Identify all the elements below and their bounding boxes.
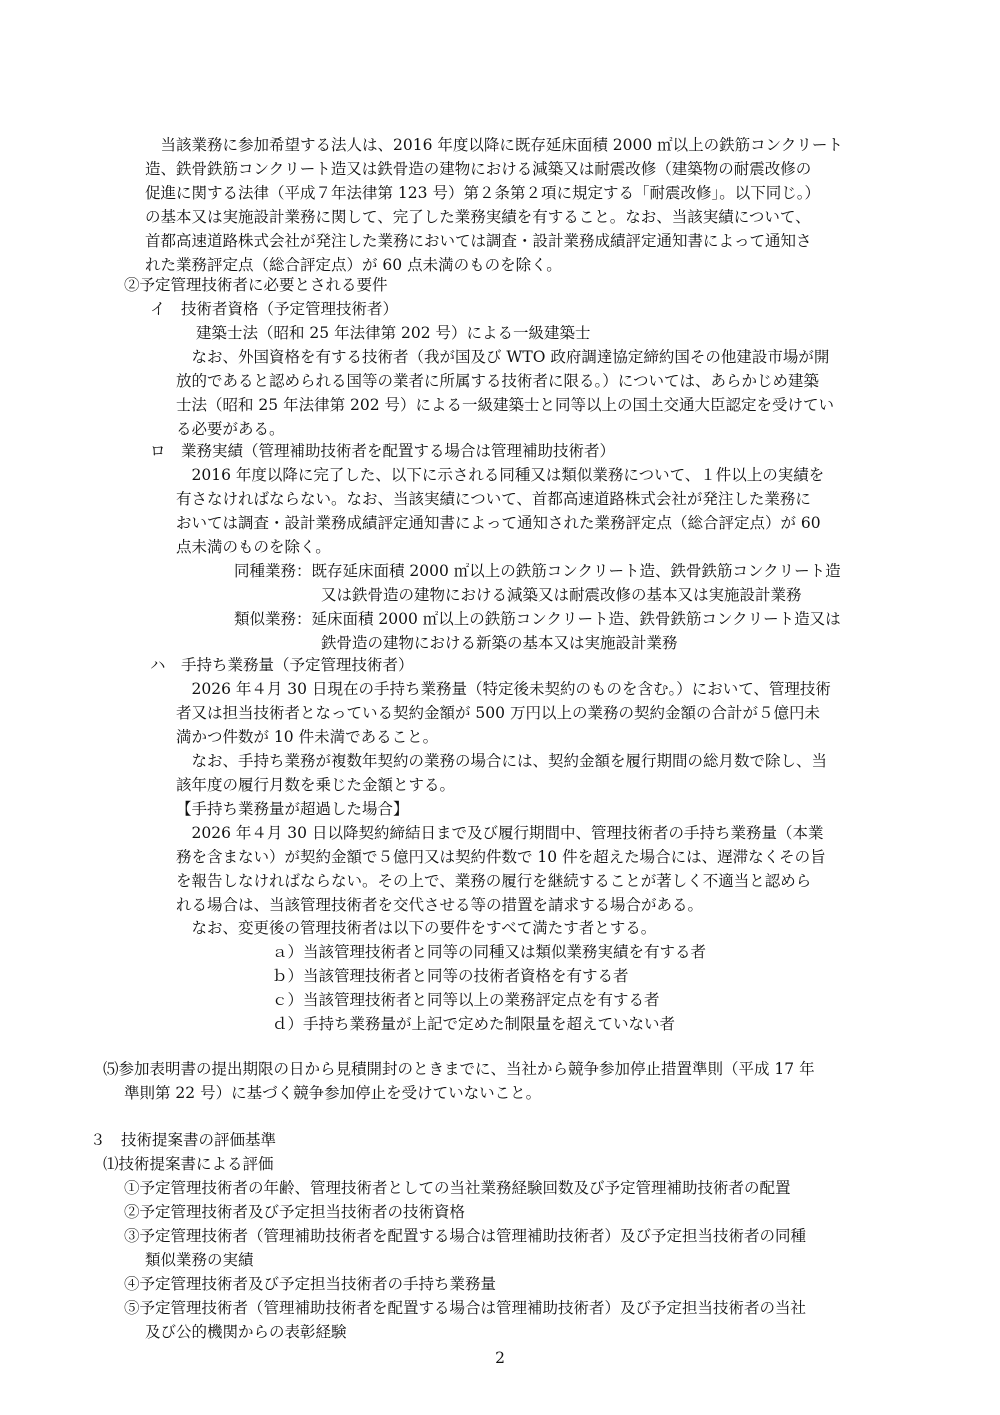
list-item: ④予定管理技術者及び予定担当技術者の手持ち業務量 bbox=[124, 1275, 497, 1293]
list-item: ⑤予定管理技術者（管理補助技術者を配置する場合は管理補助技術者）及び予定担当技術者の当社 bbox=[124, 1299, 807, 1317]
definition-line: 鉄骨造の建物における新築の基本又は実施設計業務 bbox=[321, 634, 678, 652]
body-line: 建築士法（昭和 25 年法律第 202 号）による一級建築士 bbox=[196, 324, 591, 342]
body-line: る必要がある。 bbox=[176, 420, 285, 438]
list-item: ｃ）当該管理技術者と同等以上の業務評定点を有する者 bbox=[272, 991, 660, 1009]
body-line: 該年度の履行月数を乗じた金額とする。 bbox=[176, 776, 456, 794]
subsection-heading: ⑴技術提案書による評価 bbox=[103, 1155, 274, 1173]
list-item: ①予定管理技術者の年齢、管理技術者としての当社業務経験回数及び予定管理補助技術者の配置 bbox=[124, 1179, 791, 1197]
body-line: なお、手持ち業務が複数年契約の業務の場合には、契約金額を履行期間の総月数で除し、当 bbox=[176, 752, 828, 770]
body-line: 首都高速道路株式会社が発注した業務においては調査・設計業務成績評定通知書によって通知さ bbox=[145, 232, 812, 250]
body-line: 士法（昭和 25 年法律第 202 号）による一級建築士と同等以上の国土交通大臣認定を受けてい bbox=[176, 396, 835, 414]
item-heading: ハ 手持ち業務量（予定管理技術者） bbox=[150, 656, 414, 674]
body-line: 当該業務に参加希望する法人は、2016 年度以降に既存延床面積 2000 ㎡以上の鉄筋コンクリート bbox=[145, 136, 843, 154]
body-line: なお、外国資格を有する技術者（我が国及び WTO 政府調達協定締約国その他建設市場が開 bbox=[176, 348, 830, 366]
clause-line: ⑸参加表明書の提出期限の日から見積開封のときまでに、当社から競争参加停止措置準則（平成 17 年 bbox=[103, 1060, 815, 1078]
body-line: れる場合は、当該管理技術者を交代させる等の措置を請求する場合がある。 bbox=[176, 896, 704, 914]
clause-line: 準則第 22 号）に基づく競争参加停止を受けていないこと。 bbox=[124, 1084, 542, 1102]
page-number: 2 bbox=[495, 1349, 505, 1367]
bracket-heading: 【手持ち業務量が超過した場合】 bbox=[176, 800, 409, 818]
body-line: 者又は担当技術者となっている契約金額が 500 万円以上の業務の契約金額の合計が５億円未 bbox=[176, 704, 820, 722]
list-item: ③予定管理技術者（管理補助技術者を配置する場合は管理補助技術者）及び予定担当技術者の同種 bbox=[124, 1227, 807, 1245]
body-line: 満かつ件数が 10 件未満であること。 bbox=[176, 728, 439, 746]
list-item: ｂ）当該管理技術者と同等の技術者資格を有する者 bbox=[272, 967, 629, 985]
list-item-continuation: 及び公的機関からの表彰経験 bbox=[145, 1323, 347, 1341]
list-item-continuation: 類似業務の実績 bbox=[145, 1251, 254, 1269]
body-line: 放的であると認められる国等の業者に所属する技術者に限る。）については、あらかじめ建築 bbox=[176, 372, 819, 390]
list-item: ａ）当該管理技術者と同等の同種又は類似業務実績を有する者 bbox=[272, 943, 707, 961]
body-line: 2026 年４月 30 日現在の手持ち業務量（特定後未契約のものを含む。）において、管理技術 bbox=[176, 680, 831, 698]
item-heading: イ 技術者資格（予定管理技術者） bbox=[150, 300, 399, 318]
list-item: ②予定管理技術者及び予定担当技術者の技術資格 bbox=[124, 1203, 466, 1221]
body-line: を報告しなければならない。その上で、業務の履行を継続することが著しく不適当と認めら bbox=[176, 872, 812, 890]
body-line: 務を含まない）が契約金額で５億円又は契約件数で 10 件を超えた場合には、遅滞なくその旨 bbox=[176, 848, 826, 866]
body-line: 2016 年度以降に完了した、以下に示される同種又は類似業務について、１件以上の実績を bbox=[176, 466, 825, 484]
body-line: なお、変更後の管理技術者は以下の要件をすべて満たす者とする。 bbox=[176, 919, 657, 937]
body-line: の基本又は実施設計業務に関して、完了した業務実績を有すること。なお、当該実績について、 bbox=[145, 208, 811, 226]
subsection-heading: ②予定管理技術者に必要とされる要件 bbox=[124, 276, 388, 294]
definition-line: 同種業務：既存延床面積 2000 ㎡以上の鉄筋コンクリート造、鉄骨鉄筋コンクリート造 bbox=[234, 562, 841, 580]
definition-line: 類似業務：延床面積 2000 ㎡以上の鉄筋コンクリート造、鉄骨鉄筋コンクリート造又は bbox=[234, 610, 841, 628]
body-line: 有さなければならない。なお、当該実績について、首都高速道路株式会社が発注した業務に bbox=[176, 490, 811, 508]
body-line: 促進に関する法律（平成７年法律第 123 号）第２条第２項に規定する「耐震改修」。以下同じ。） bbox=[145, 184, 820, 202]
body-line: れた業務評定点（総合評定点）が 60 点未満のものを除く。 bbox=[145, 256, 562, 274]
body-line: 点未満のものを除く。 bbox=[176, 538, 331, 556]
definition-line: 又は鉄骨造の建物における減築又は耐震改修の基本又は実施設計業務 bbox=[321, 586, 802, 604]
item-heading: ロ 業務実績（管理補助技術者を配置する場合は管理補助技術者） bbox=[150, 442, 616, 460]
body-line: おいては調査・設計業務成績評定通知書によって通知された業務評定点（総合評定点）が 60 bbox=[176, 514, 821, 532]
section-heading: ３ 技術提案書の評価基準 bbox=[90, 1131, 277, 1149]
list-item: ｄ）手持ち業務量が上記で定めた制限量を超えていない者 bbox=[272, 1015, 676, 1033]
body-line: 2026 年４月 30 日以降契約締結日まで及び履行期間中、管理技術者の手持ち業務量（本業 bbox=[176, 824, 824, 842]
body-line: 造、鉄骨鉄筋コンクリート造又は鉄骨造の建物における減築又は耐震改修（建築物の耐震改修の bbox=[145, 160, 812, 178]
